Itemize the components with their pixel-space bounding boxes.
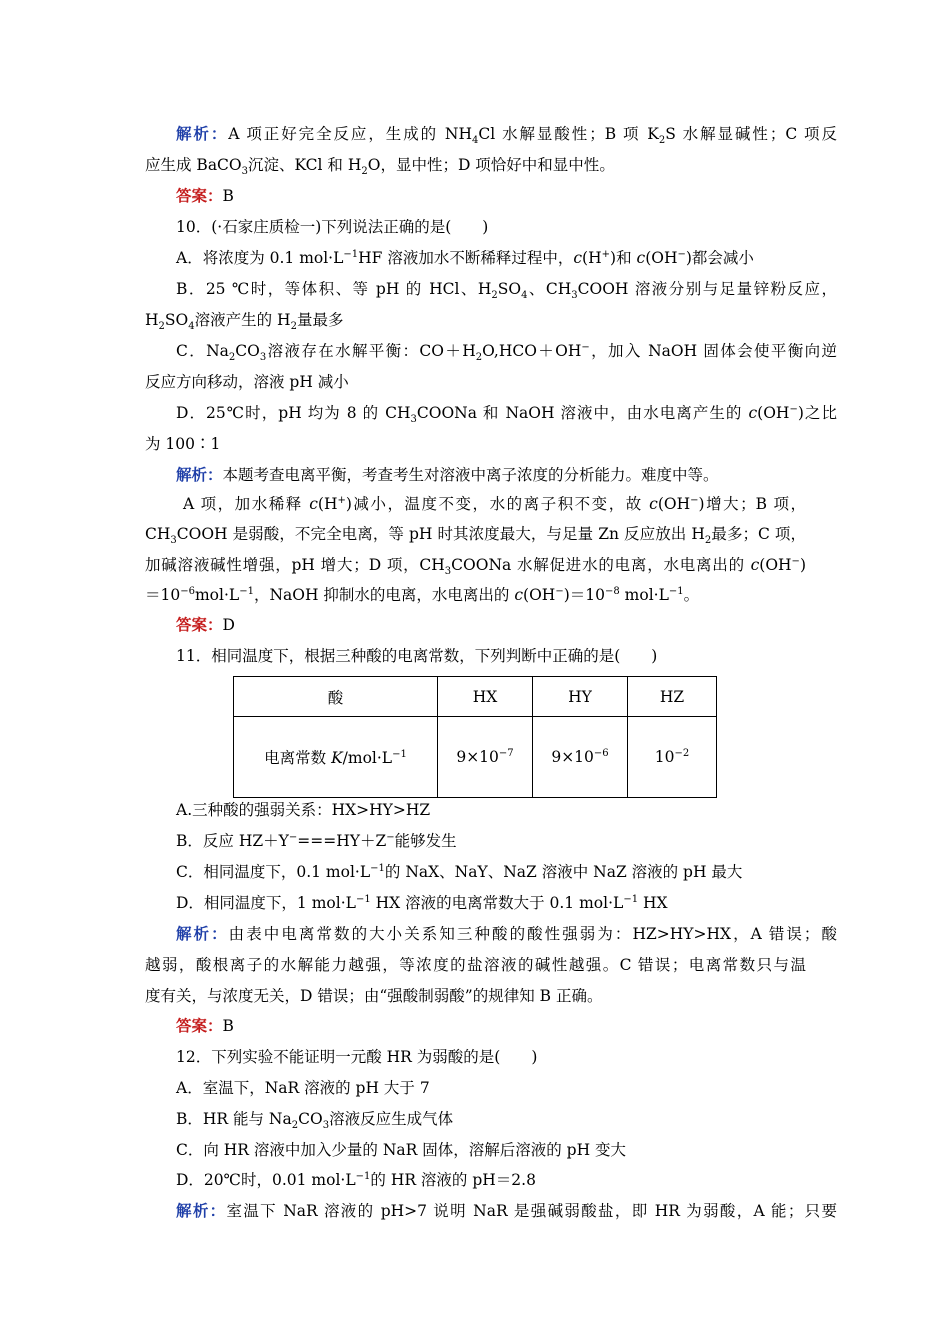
q10-explanation-line2: $CH_3COOH$ 是弱酸，不完全电离，等 pH 时其浓度最大，与足量 Zn 反应放出 $H_2$最多；C 项， — [145, 525, 806, 547]
q11-option-c: C．相同温度下，0.1 $mol\cdot L^{-1}$的 NaX、NaY、NaZ 溶液中 NaZ 溶液的 pH 最大 — [176, 862, 743, 881]
q10-option-b-line1: B．25 ℃时，等体积、等 pH 的 HCl、$H_2SO_4$、$CH_3COOH$ 溶液分别与足量锌粉反应， — [176, 280, 837, 302]
table-cell: $10^{-2}$ — [628, 717, 717, 798]
table-cell: $9\times 10^{-6}$ — [533, 717, 628, 798]
q10-option-c-line1: C．$Na_2CO_3$溶液存在水解平衡：$CO+H_2O,HCO+OH^-$，加入 NaOH 固体会使平衡向逆 — [176, 341, 837, 364]
q12-option-d: D．20℃时，0.01 $mol\cdot L^{-1}$的 HR 溶液的 pH＝2.8 — [176, 1170, 536, 1189]
q11-answer: 答案：B — [176, 1016, 234, 1035]
q10-option-a: A．将浓度为 0.1 $mol\cdot L^{-1}HF$ 溶液加水不断稀释过程中，c(H+)和 c(OH−)都会减小 — [176, 248, 754, 267]
q10-option-d-line2: 为 100∶1 — [145, 435, 221, 453]
q10-explanation-line1: A 项，加水稀释 c(H+)减小，温度不变，水的离子积不变，故 c(OH−)增大；B 项， — [183, 494, 806, 513]
q11-option-a: A.三种酸的强弱关系：HX>HY>HZ — [176, 801, 431, 819]
table-header-cell: 酸 — [234, 677, 438, 717]
q11-analysis-line2: 越弱，酸根离子的水解能力越强，等浓度的盐溶液的碱性越强。C 错误；电离常数只与温 — [145, 956, 806, 974]
table-cell: $9\times 10^{-7}$ — [438, 717, 533, 798]
q10-option-c-line2: 反应方向移动，溶液 pH 减小 — [145, 373, 349, 391]
ionization-constant-table — [233, 676, 717, 798]
table-header-row — [234, 677, 717, 717]
q10-explanation-line4: $=10^{-6}mol\cdot L^{-1}$，NaOH 抑制水的电离，水电离出的 $c(OH^-)=10^{-8}$ $mol\cdot L^{-1}$。 — [145, 585, 700, 604]
table-row — [234, 717, 717, 798]
table-header-cell: HX — [438, 677, 533, 717]
q9-analysis-line1: 解析：A 项正好完全反应，生成的 $NH_4Cl$ 水解显酸性；B 项 $K_2S$ 水解显碱性；C 项反 — [176, 124, 837, 147]
q10-explanation-line3: 加碱溶液碱性增强，pH 增大；D 项，$CH_3COONa$ 水解促进水的电离，水电离出的 c(OH−) — [145, 555, 806, 578]
q11-analysis-line1: 解析：由表中电离常数的大小关系知三种酸的酸性强弱为：HZ>HY>HX，A 错误；酸 — [176, 924, 837, 943]
q12-option-a: A．室温下，NaR 溶液的 pH 大于 7 — [176, 1079, 430, 1097]
q11-option-b: B．反应 HZ＋Y−===HY＋Z−能够发生 — [176, 831, 457, 850]
q11-stem: 11．相同温度下，根据三种酸的电离常数，下列判断中正确的是( ) — [176, 647, 658, 665]
q9-analysis-line2: 应生成 BaCO$_3$沉淀、KCl 和 $H_2O$，显中性；D 项恰好中和显中性。 — [145, 156, 615, 178]
table-row-label: 电离常数 $K/mol\cdot L^{-1}$ — [234, 717, 438, 798]
answer-label: 答案： — [176, 186, 223, 205]
table-header-cell: HY — [533, 677, 628, 717]
q11-analysis-line3: 度有关，与浓度无关，D 错误；由“强酸制弱酸”的规律知 B 正确。 — [145, 987, 603, 1005]
q10-option-b-line2: $H_2SO_4$溶液产生的 $H_2$量最多 — [145, 311, 344, 333]
q9-answer: 答案：B — [176, 186, 234, 205]
q10-analysis: 解析：本题考查电离平衡，考查考生对溶液中离子浓度的分析能力。难度中等。 — [176, 465, 719, 484]
q12-option-c: C．向 HR 溶液中加入少量的 NaR 固体，溶解后溶液的 pH 变大 — [176, 1141, 627, 1159]
analysis-label: 解析： — [176, 124, 229, 143]
q10-answer: 答案：D — [176, 615, 235, 634]
q11-option-d: D．相同温度下，1 $mol\cdot L^{-1}$ HX 溶液的电离常数大于 0.1 $mol\cdot L^{-1}$ HX — [176, 893, 668, 912]
q10-stem: 10．(·石家庄质检一)下列说法正确的是( ) — [176, 218, 489, 236]
q12-analysis: 解析：室温下 NaR 溶液的 pH>7 说明 NaR 是强碱弱酸盐，即 HR 为弱酸，A 能；只要 — [176, 1201, 837, 1220]
q12-option-b: B．HR 能与 $Na_2CO_3$溶液反应生成气体 — [176, 1110, 454, 1132]
q12-stem: 12．下列实验不能证明一元酸 HR 为弱酸的是( ) — [176, 1048, 538, 1066]
q10-option-d-line1: D．25℃时，pH 均为 8 的 $CH_3COONa$ 和 NaOH 溶液中，由水电离产生的 c(OH−)之比 — [176, 403, 837, 426]
table-header-cell: HZ — [628, 677, 717, 717]
